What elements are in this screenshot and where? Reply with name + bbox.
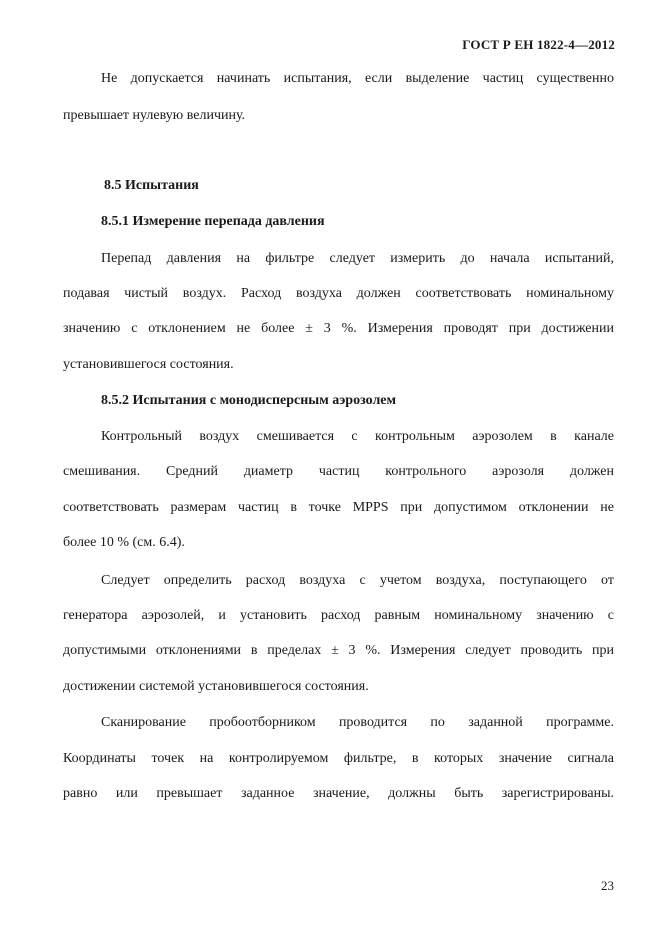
- section-8-5-2-p1-line-2: смешивания. Средний диаметр частиц контрольного аэрозоля должен: [63, 464, 614, 479]
- section-heading-8-5-1: 8.5.1 Измерение перепада давления: [101, 214, 325, 229]
- intro-line-2: превышает нулевую величину.: [63, 108, 246, 123]
- section-8-5-2-p2-line-2: генератора аэрозолей, и установить расход равным номинальному значению с: [63, 608, 614, 623]
- section-8-5-2-p2-line-1: Следует определить расход воздуха с учетом воздуха, поступающего от: [101, 573, 614, 588]
- section-8-5-2-p3-line-2: Координаты точек на контролируемом фильтре, в которых значение сигнала: [63, 751, 614, 766]
- section-heading-8-5-2: 8.5.2 Испытания с монодисперсным аэрозолем: [101, 393, 397, 408]
- intro-line-1: Не допускается начинать испытания, если выделение частиц существенно: [101, 71, 614, 86]
- section-8-5-2-p3-line-1: Сканирование пробоотборником проводится по заданной программе.: [101, 715, 614, 730]
- section-8-5-2-p3-line-3: равно или превышает заданное значение, должны быть зарегистрированы.: [63, 786, 614, 801]
- section-8-5-2-p1-line-4: более 10 % (см. 6.4).: [63, 535, 185, 550]
- page-header-standard-code: ГОСТ Р ЕН 1822-4—2012: [462, 37, 615, 52]
- section-8-5-1-line-3: значению с отклонением не более ± 3 %. Измерения проводят при достижении: [63, 321, 614, 336]
- section-8-5-2-p1-line-1: Контрольный воздух смешивается с контрольным аэрозолем в канале: [101, 429, 614, 444]
- page-number: 23: [601, 878, 614, 893]
- section-8-5-1-line-2: подавая чистый воздух. Расход воздуха должен соответствовать номинальному: [63, 286, 614, 301]
- section-heading-8-5: 8.5 Испытания: [104, 178, 199, 193]
- section-8-5-2-p1-line-3: соответствовать размерам частиц в точке MPPS при допустимом отклонении не: [63, 500, 614, 515]
- section-8-5-1-line-4: установившегося состояния.: [63, 357, 234, 372]
- section-8-5-2-p2-line-3: допустимыми отклонениями в пределах ± 3 %. Измерения следует проводить при: [63, 643, 614, 658]
- section-8-5-1-line-1: Перепад давления на фильтре следует измерить до начала испытаний,: [101, 251, 614, 266]
- section-8-5-2-p2-line-4: достижении системой установившегося состояния.: [63, 679, 369, 694]
